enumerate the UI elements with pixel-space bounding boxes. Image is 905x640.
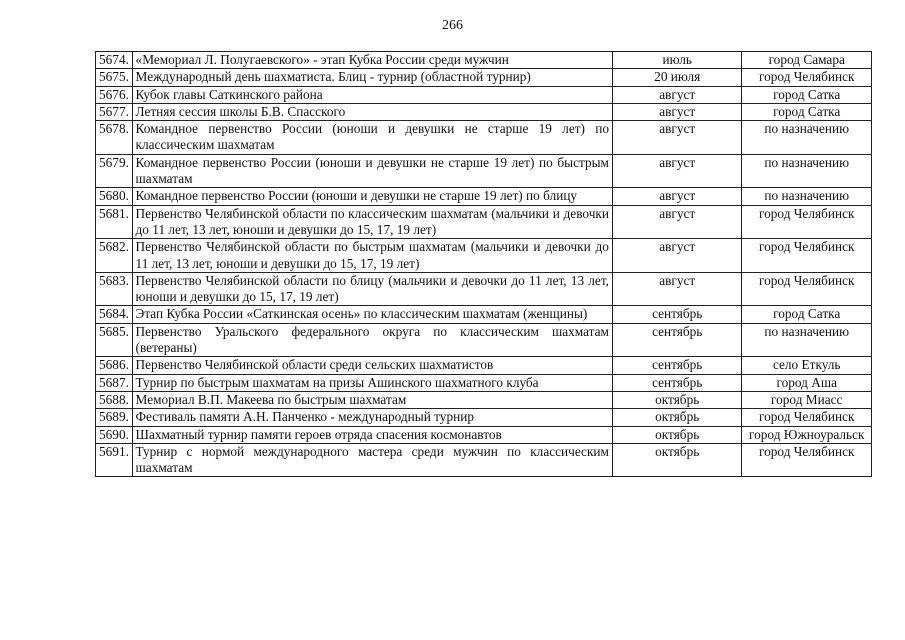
row-number: 5690.	[96, 426, 133, 443]
table-row	[96, 391, 872, 408]
row-number: 5678.	[96, 121, 133, 155]
row-number: 5684.	[96, 306, 133, 323]
events-table	[95, 51, 872, 477]
event-date: сентябрь	[612, 323, 742, 357]
event-name: Первенство Челябинской области по быстрым шахматам (мальчики и девочки до 11 лет, 13 лет, юноши и девушки до 15, 17, 19 лет)	[132, 239, 612, 273]
event-name: Первенство Челябинской области среди сельских шахматистов	[132, 357, 612, 374]
event-name: Международный день шахматиста. Блиц - турнир (областной турнир)	[132, 69, 612, 86]
table-row	[96, 323, 872, 357]
event-name: Турнир с нормой международного мастера среди мужчин по классическим шахматам	[132, 443, 612, 477]
table-row	[96, 188, 872, 205]
event-place: город Аша	[742, 374, 872, 391]
event-place: город Миасс	[742, 391, 872, 408]
event-date: октябрь	[612, 426, 742, 443]
table-row	[96, 272, 872, 306]
table-row	[96, 443, 872, 477]
event-place: город Челябинск	[742, 239, 872, 273]
events-table-body	[96, 52, 872, 477]
row-number: 5691.	[96, 443, 133, 477]
event-place: по назначению	[742, 188, 872, 205]
event-name: Мемориал В.П. Макеева по быстрым шахматам	[132, 391, 612, 408]
event-date: октябрь	[612, 443, 742, 477]
event-date: август	[612, 86, 742, 103]
event-place: город Челябинск	[742, 272, 872, 306]
event-place: город Сатка	[742, 306, 872, 323]
table-row	[96, 121, 872, 155]
event-date: июль	[612, 52, 742, 69]
event-name: Летняя сессия школы Б.В. Спасского	[132, 103, 612, 120]
event-name: Турнир по быстрым шахматам на призы Ашинского шахматного клуба	[132, 374, 612, 391]
event-date: сентябрь	[612, 306, 742, 323]
event-place: город Южноуральск	[742, 426, 872, 443]
table-row	[96, 409, 872, 426]
event-date: август	[612, 239, 742, 273]
row-number: 5674.	[96, 52, 133, 69]
row-number: 5683.	[96, 272, 133, 306]
event-name: «Мемориал Л. Полугаевского» - этап Кубка России среди мужчин	[132, 52, 612, 69]
table-row	[96, 306, 872, 323]
table-row	[96, 154, 872, 188]
event-date: август	[612, 188, 742, 205]
event-place: город Самара	[742, 52, 872, 69]
event-name: Первенство Уральского федерального округа по классическим шахматам (ветераны)	[132, 323, 612, 357]
row-number: 5682.	[96, 239, 133, 273]
page-number: 266	[442, 18, 463, 33]
event-name: Этап Кубка России «Саткинская осень» по классическим шахматам (женщины)	[132, 306, 612, 323]
event-date: август	[612, 205, 742, 239]
event-name: Командное первенство России (юноши и девушки не старше 19 лет) по блицу	[132, 188, 612, 205]
row-number: 5677.	[96, 103, 133, 120]
row-number: 5681.	[96, 205, 133, 239]
event-date: октябрь	[612, 409, 742, 426]
row-number: 5685.	[96, 323, 133, 357]
event-date: сентябрь	[612, 357, 742, 374]
event-date: август	[612, 272, 742, 306]
row-number: 5675.	[96, 69, 133, 86]
event-place: город Челябинск	[742, 443, 872, 477]
row-number: 5688.	[96, 391, 133, 408]
event-name: Первенство Челябинской области по классическим шахматам (мальчики и девочки до 11 лет, 13 лет, юноши и девушки до 15, 17, 19 лет)	[132, 205, 612, 239]
table-row	[96, 357, 872, 374]
event-date: август	[612, 103, 742, 120]
table-row	[96, 205, 872, 239]
table-row	[96, 86, 872, 103]
event-place: по назначению	[742, 121, 872, 155]
event-name: Шахматный турнир памяти героев отряда спасения космонавтов	[132, 426, 612, 443]
event-name: Командное первенство России (юноши и девушки не старше 19 лет) по классическим шахматам	[132, 121, 612, 155]
row-number: 5680.	[96, 188, 133, 205]
event-place: город Челябинск	[742, 69, 872, 86]
table-row	[96, 374, 872, 391]
event-name: Первенство Челябинской области по блицу (мальчики и девочки до 11 лет, 13 лет, юноши и девушки до 15, 17, 19 лет)	[132, 272, 612, 306]
row-number: 5689.	[96, 409, 133, 426]
event-name: Кубок главы Саткинского района	[132, 86, 612, 103]
event-place: город Челябинск	[742, 409, 872, 426]
event-name: Командное первенство России (юноши и девушки не старше 19 лет) по быстрым шахматам	[132, 154, 612, 188]
event-place: по назначению	[742, 323, 872, 357]
row-number: 5686.	[96, 357, 133, 374]
event-name: Фестиваль памяти А.Н. Панченко - международный турнир	[132, 409, 612, 426]
event-date: сентябрь	[612, 374, 742, 391]
table-row	[96, 426, 872, 443]
row-number: 5679.	[96, 154, 133, 188]
event-place: город Челябинск	[742, 205, 872, 239]
event-date: август	[612, 121, 742, 155]
event-place: город Сатка	[742, 86, 872, 103]
table-row	[96, 69, 872, 86]
row-number: 5676.	[96, 86, 133, 103]
table-row	[96, 52, 872, 69]
event-place: город Сатка	[742, 103, 872, 120]
event-place: по назначению	[742, 154, 872, 188]
table-row	[96, 103, 872, 120]
event-date: август	[612, 154, 742, 188]
row-number: 5687.	[96, 374, 133, 391]
event-date: 20 июля	[612, 69, 742, 86]
event-place: село Еткуль	[742, 357, 872, 374]
event-date: октябрь	[612, 391, 742, 408]
table-row	[96, 239, 872, 273]
